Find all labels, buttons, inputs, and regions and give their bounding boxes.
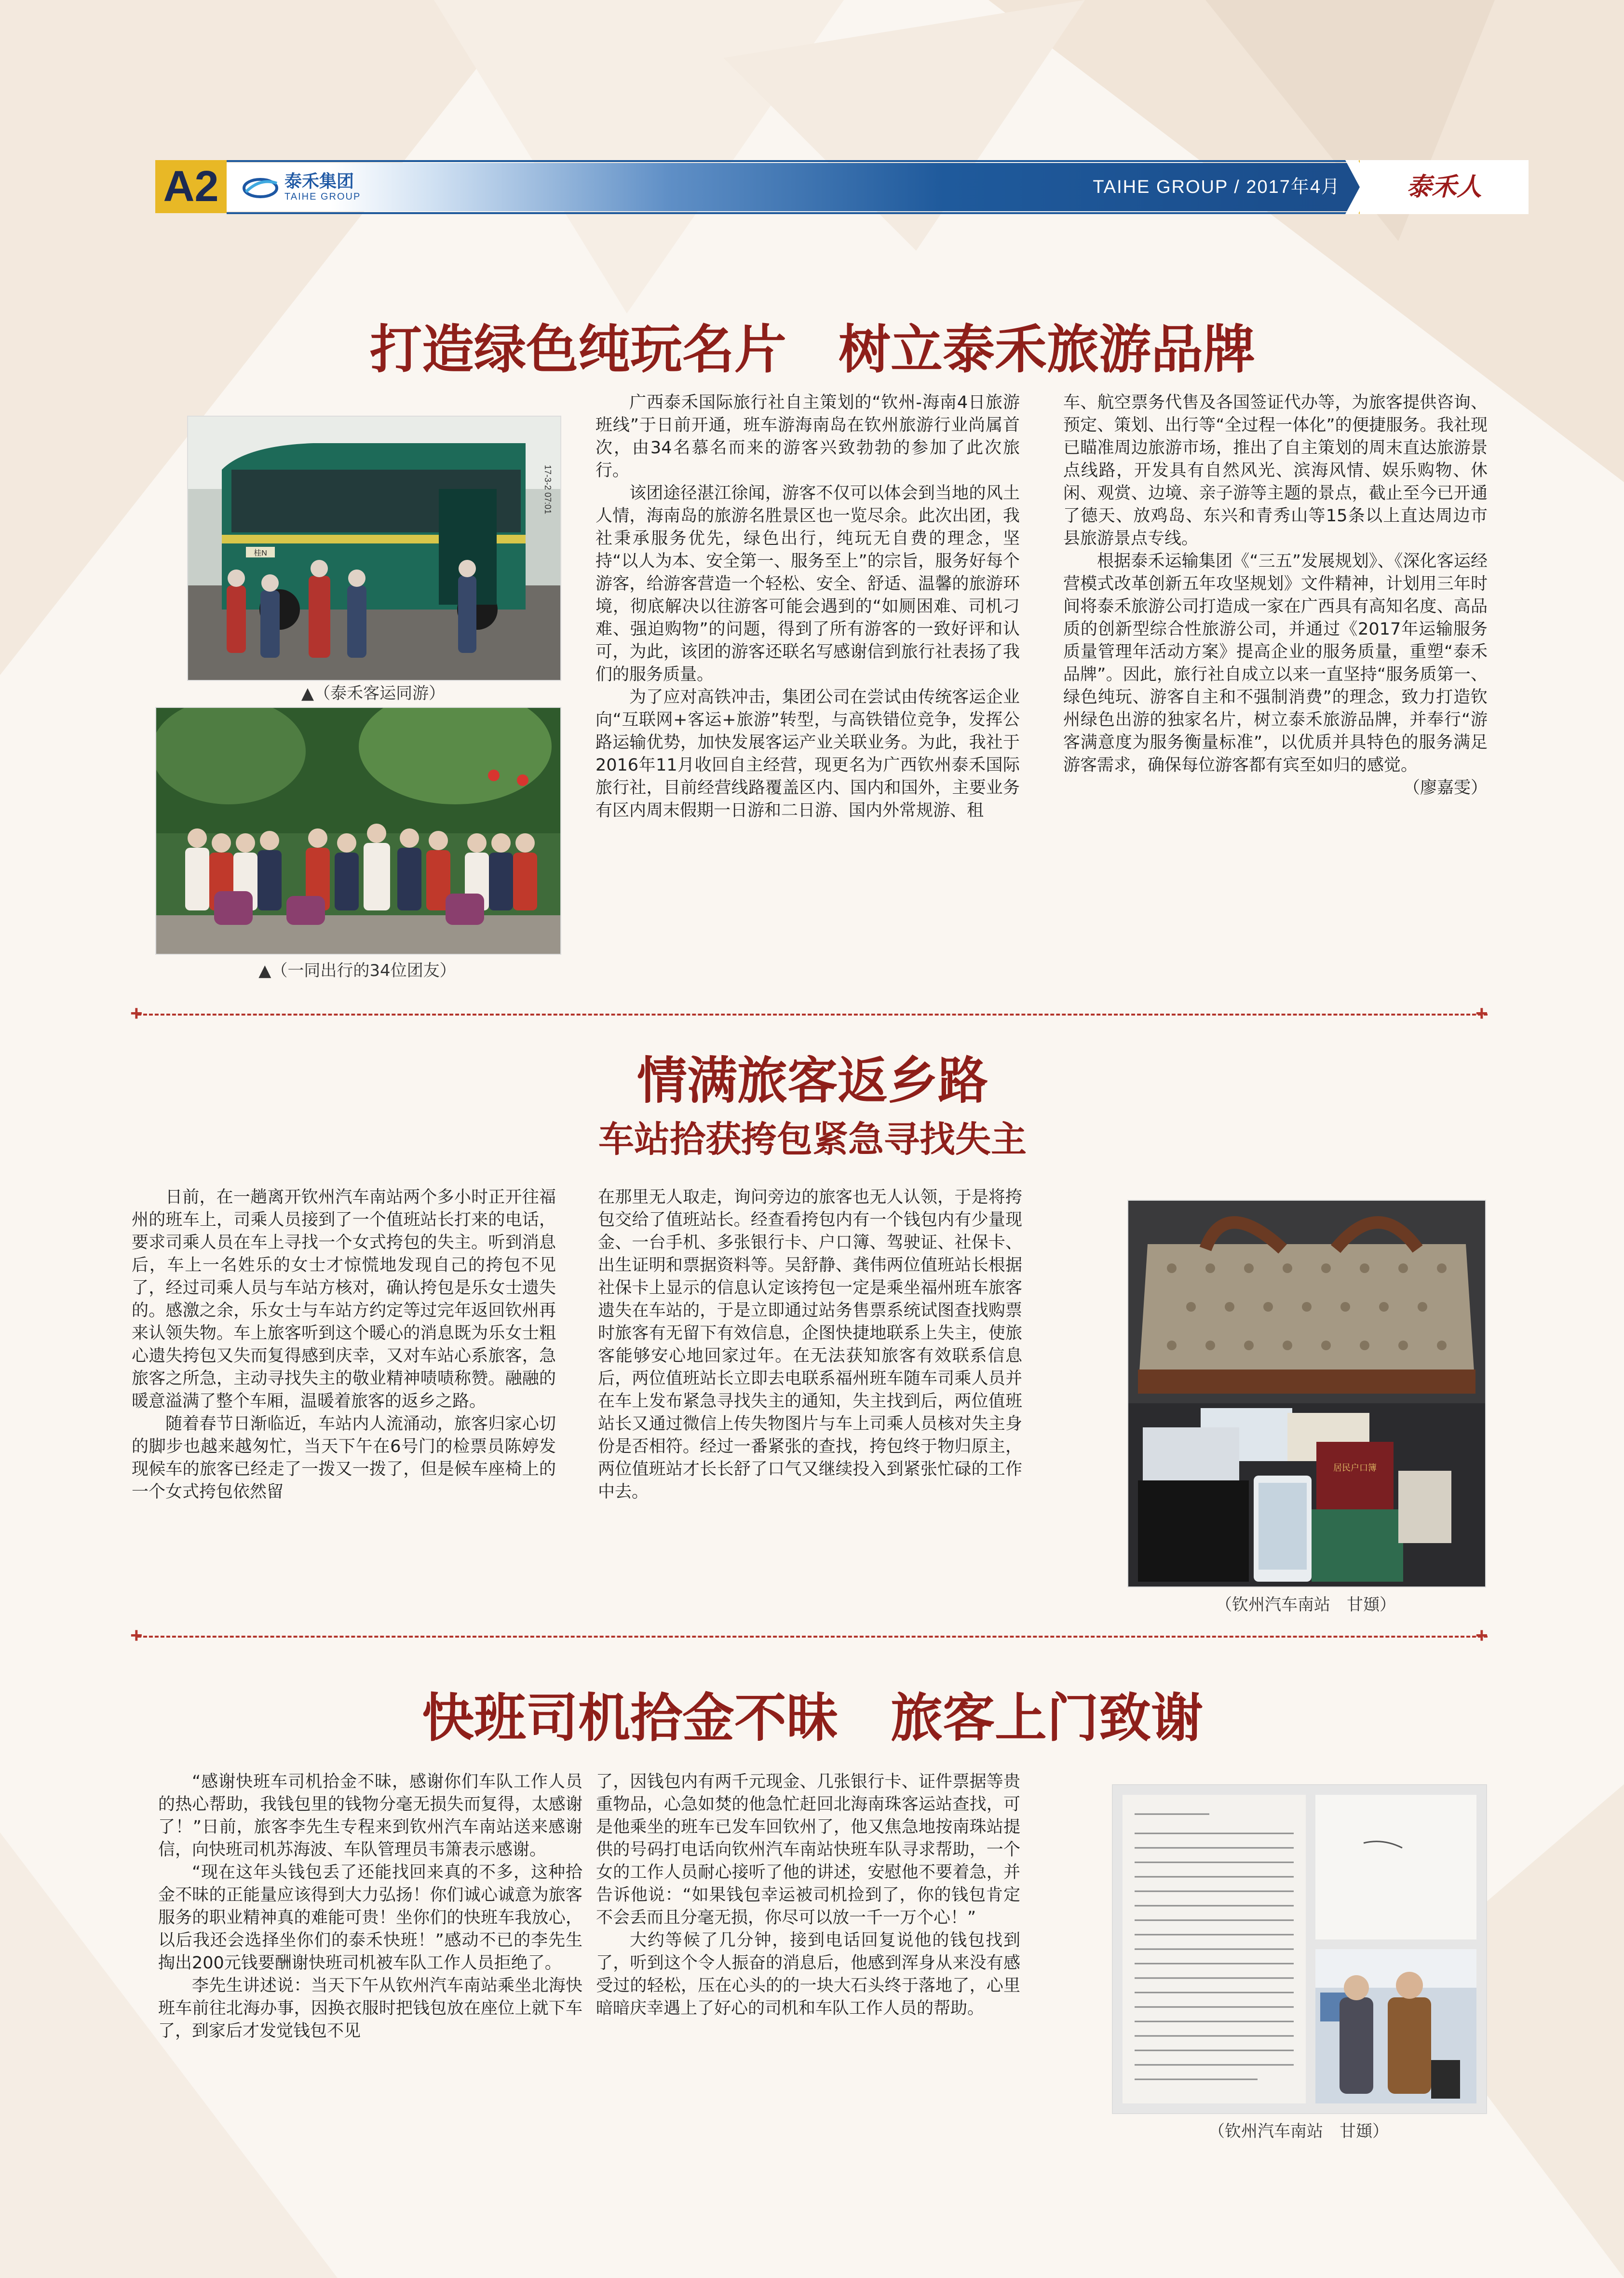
article3-column-2 xyxy=(596,1771,1020,2195)
article2-column-2 xyxy=(598,1186,1022,1635)
masthead-date: TAIHE GROUP / 2017年4月 xyxy=(1093,177,1340,197)
article2-title: 情满旅客返乡路 xyxy=(636,1051,988,1110)
article1-col3-paragraph: 车、航空票务代售及各国签证代办等，为旅客提供咨询、预定、策划、出行等“全过程一体化”的便捷服务。我社现已瞄准周边旅游市场，推出了自主策划的周末直达旅游景点线路，开发具有自然风光、滨海风情、娱乐购物、休闲、观赏、边境、亲子游等主题的景点，截止至今已开通了德天、放鸡岛、东兴和青秀山等15条以上直达周边市县旅游景点专线。 xyxy=(1063,393,1488,548)
separator-2 xyxy=(137,1636,1488,1638)
page-number: A2 xyxy=(155,160,227,213)
thank-you-letter-photo xyxy=(1112,1784,1487,2114)
article2-subtitle: 车站拾获挎包紧急寻找失主 xyxy=(598,1119,1027,1160)
article2-col1-paragraph: 随着春节日渐临近，车站内人流涌动，旅客归家心切的脚步也越来越匆忙，当天下午在6号门的检票员陈婷发现候车的旅客已经走了一拨又一拨了，但是候车座椅上的一个女式挎包依然留 xyxy=(132,1414,556,1502)
separator-1-right-plus-icon: + xyxy=(1475,1002,1488,1025)
article3-title: 快班司机拾金不昧 旅客上门致谢 xyxy=(421,1688,1203,1749)
header-bottom-line xyxy=(227,212,1529,214)
article3-col2-paragraph: 大约等候了几分钟，接到电话回复说他的钱包找到了，听到这个令人振奋的消息后，他感到浑身从来没有感受过的轻松，压在心头的的一块大石头终于落地了，心里暗暗庆幸遇上了好心的司机和车队工作人员的帮助。 xyxy=(596,1931,1020,2018)
logo-name-cn: 泰禾集团 xyxy=(284,172,354,191)
logo-name-en: TAIHE GROUP xyxy=(284,191,361,202)
separator-2-left-plus-icon: + xyxy=(130,1624,143,1647)
hukou-book-title: 居民户口簿 xyxy=(1333,1463,1377,1473)
logo-swoosh-icon xyxy=(241,173,280,202)
group-photo-caption: ▲（一同出行的34位团友） xyxy=(258,961,456,980)
article1-col2-paragraph: 为了应对高铁冲击，集团公司在尝试由传统客运企业向“互联网+客运+旅游”转型，与高铁错位竞争，发挥公路运输优势，加快发展客运产业关联业务。为此，我社于2016年11月收回自主经营，现更名为广西钦州泰禾国际旅行社，目前经营线路覆盖区内、国内和国外，主要业务有区内周末假期一日游和二日游、国内外常规游、租 xyxy=(595,688,1020,820)
article2-column-1 xyxy=(132,1186,556,1635)
article3-col1-paragraph: “现在这年头钱包丢了还能找回来真的不多，这种拾金不昧的正能量应该得到大力弘扬！你们诚心诚意为旅客服务的职业精神真的难能可贵！坐你们的快班车我放心，以后我还会选择坐你们的泰禾快班！”感动不已的李先生掏出200元钱要酬谢快班司机被车队工作人员拒绝了。 xyxy=(158,1863,582,1973)
bus-photo-image xyxy=(188,417,560,680)
article3-column-1 xyxy=(158,1771,582,2195)
header-top-line xyxy=(227,160,1529,162)
group-photo-image xyxy=(156,708,560,954)
bus-plate-text: 桂N xyxy=(254,549,267,557)
handbag-photo-caption: （钦州汽车南站 甘頲） xyxy=(1216,1595,1396,1614)
company-logo xyxy=(241,168,361,206)
separator-1 xyxy=(137,1014,1488,1016)
separator-1-left-plus-icon: + xyxy=(130,1002,143,1025)
handbag-photo-image xyxy=(1128,1201,1485,1586)
article1-signature: （廖嘉雯） xyxy=(1403,778,1488,798)
thank-you-letter-photo-caption: （钦州汽车南站 甘頲） xyxy=(1208,2122,1389,2141)
article3-col1-paragraph: “感谢快班车司机拾金不昧，感谢你们车队工作人员的热心帮助，我钱包里的钱物分毫无损失而复得，太感谢了！”日前，旅客李先生专程来到钦州汽车南站送来感谢信，向快班司机苏海波、车队管理员韦箫表示感谢。 xyxy=(158,1772,582,1859)
handbag-photo xyxy=(1127,1200,1486,1587)
article1-col3-paragraph: 根据泰禾运输集团《“三五”发展规划》、《深化客运经营模式改革创新五年攻坚规划》文件精神，计划用三年时间将泰禾旅游公司打造成一家在广西具有高知名度、高品质的创新型综合性旅游公司，并通过《2017年运输服务质量管理年活动方案》提高企业的服务质量，重塑“泰禾品牌”。因此，旅行社自成立以来一直坚持“服务质第一、绿色纯玩、游客自主和不强制消费”的理念，致力打造钦州绿色出游的独家名片，树立泰禾旅游品牌，并奉行“游客满意度为服务衡量标准”，以优质并具特色的服务满足游客需求，确保每位游客都有宾至如归的感觉。 xyxy=(1063,552,1488,775)
article1-column-2 xyxy=(595,392,1020,980)
article3-col2-paragraph: 了，因钱包内有两千元现金、几张银行卡、证件票据等贵重物品，心急如焚的他急忙赶回北海南珠客运站查找，可是他乘坐的班车已发车回钦州了，他又焦急地按南珠站提供的号码打电话向钦州汽车南站快班车队寻求帮助，一个女的工作人员耐心接听了他的讲述，安慰他不要着急，并告诉他说：“如果钱包幸运被司机捡到了，你的钱包肯定不会丢而且分毫无损，你尽可以放一千一万个心！” xyxy=(596,1772,1020,1927)
group-photo xyxy=(155,707,561,955)
bus-photo-caption: ▲（泰禾客运同游） xyxy=(301,684,446,703)
article2-col1-paragraph: 日前，在一趟离开钦州汽车南站两个多小时正开往福州的班车上，司乘人员接到了一个值班站长打来的电话，要求司乘人员在车上寻找一个女式挎包的失主。听到消息后，车上一名姓乐的女士才惊慌地发现自己的挎包不见了，经过司乘人员与车站方核对，确认挎包是乐女士遗失的。感激之余，乐女士与车站方约定等过完年返回钦州再来认领失物。车上旅客听到这个暖心的消息既为乐女士粗心遗失挎包又失而复得感到庆幸，又对车站心系旅客，急旅客之所急，主动寻找失主的敬业精神啧啧称赞。融融的暖意溢满了整个车厢，温暖着旅客的返乡之路。 xyxy=(132,1188,556,1411)
bus-photo-stamp: 17-3-2 07:01 xyxy=(543,465,553,515)
article3-col1-paragraph: 李先生讲述说：当天下午从钦州汽车南站乘坐北海快班车前往北海办事，因换衣服时把钱包放在座位上就下车了，到家后才发觉钱包不见 xyxy=(158,1976,582,2041)
article1-col2-paragraph: 该团途径湛江徐闻，游客不仅可以体会到当地的风土人情，海南岛的旅游名胜景区也一览尽余。此次出团，我社秉承服务优先，绿色出行，纯玩无自费的理念，坚持“以人为本、安全第一、服务至上”的宗旨，服务好每个游客，给游客营造一个轻松、安全、舒适、温馨的旅游环境，彻底解决以往游客可能会遇到的“如厕困难、司机刁难、强迫购物”的问题，得到了所有游客的一致好评和认可，为此，该团的游客还联名写感谢信到旅行社表扬了我们的服务质量。 xyxy=(595,484,1020,684)
thank-you-letter-photo-image xyxy=(1113,1785,1486,2113)
article2-col2-paragraph: 在那里无人取走，询问旁边的旅客也无人认领，于是将挎包交给了值班站长。经查看挎包内有一个钱包内有少量现金、一台手机、多张银行卡、户口簿、驾驶证、社保卡、出生证明和票据资料等。吴舒静、龚伟两位值班站长根据社保卡上显示的信息认定该挎包一定是乘坐福州班车旅客遗失在车站的，于是立即通过站务售票系统试图查找购票时旅客有无留下有效信息，企图快捷地联系上失主，使旅客能够安心地回家过年。在无法获知旅客有效联系信息后，两位值班站长立即去电联系福州班车随车司乘人员并在车上发布紧急寻找失主的通知，失主找到后，两位值班站长又通过微信上传失物图片与车上司乘人员核对失主身份是否相符。经过一番紧张的查找，挎包终于物归原主，两位值班站才长长舒了口气又继续投入到紧张忙碌的工作中去。 xyxy=(598,1188,1022,1502)
article1-title: 打造绿色纯玩名片 树立泰禾旅游品牌 xyxy=(369,319,1255,380)
section-name: 泰禾人 xyxy=(1360,160,1529,214)
article1-column-3 xyxy=(1063,392,1488,980)
article1-col2-paragraph: 广西泰禾国际旅行社自主策划的“钦州-海南4日旅游班线”于日前开通，班车游海南岛在钦州旅游行业尚属首次，由34名慕名而来的游客兴致勃勃的参加了此次旅行。 xyxy=(595,393,1020,480)
bus-photo xyxy=(187,416,561,681)
separator-2-right-plus-icon: + xyxy=(1475,1624,1488,1647)
